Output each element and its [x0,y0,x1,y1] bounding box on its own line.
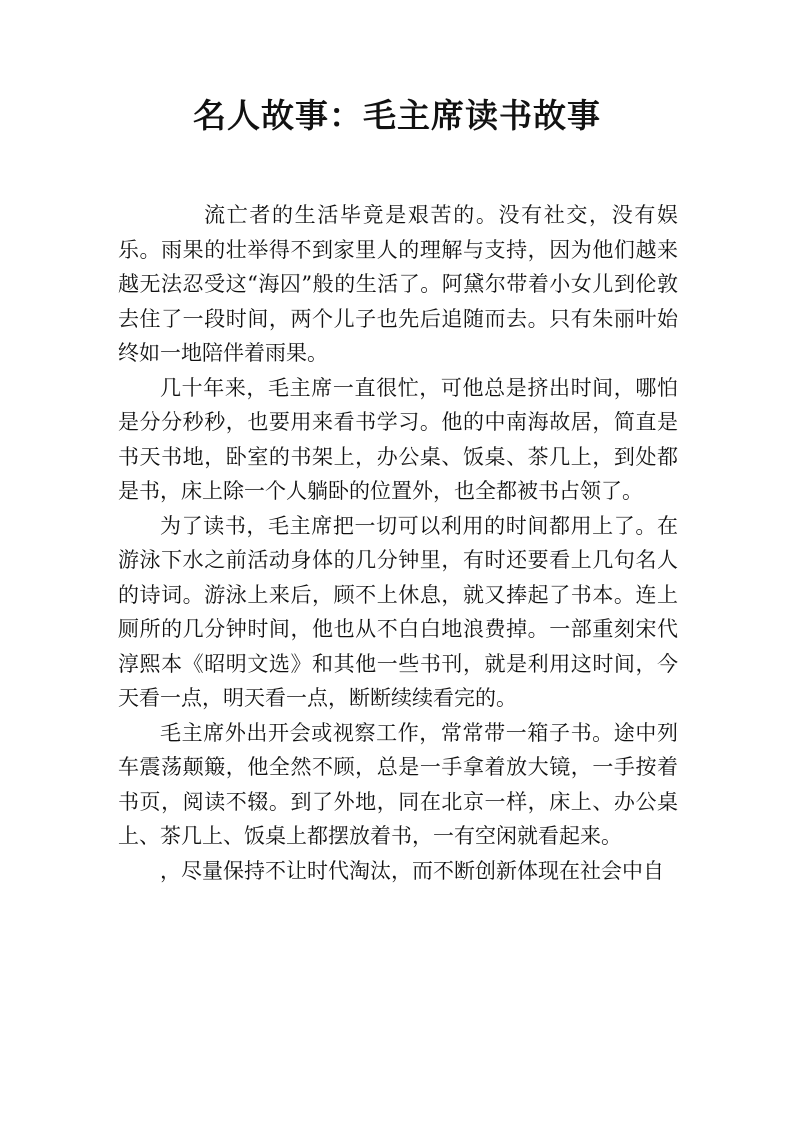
paragraph: 流亡者的生活毕竟是艰苦的。没有社交，没有娱乐。雨果的壮举得不到家里人的理解与支持，因为他们越来越无法忍受这“海囚”般的生活了。阿黛尔带着小女儿到伦敦去住了一段时间，两个儿子也先后追随而去。只有朱丽叶始终如一地陪伴着雨果。 [118,203,678,365]
document-body [118,198,678,888]
paragraph: ，尽量保持不让时代淘汰，而不断创新体现在社会中自 [160,858,664,883]
paragraph: 几十年来，毛主席一直很忙，可他总是挤出时间，哪怕是分分秒秒，也要用来看书学习。他的中南海故居，简直是书天书地，卧室的书架上，办公桌、饭桌、茶几上，到处都是书，床上除一个人躺卧的位置外，也全都被书占领了。 [118,375,678,503]
document-title: 名人故事：毛主席读书故事 [193,96,601,135]
paragraph: 毛主席外出开会或视察工作，常常带一箱子书。途中列车震荡颠簸，他全然不顾，总是一手拿着放大镜，一手按着书页，阅读不辍。到了外地，同在北京一样，床上、办公桌上、茶几上、饭桌上都摆放着书，一有空闲就看起来。 [118,720,678,848]
paragraph: 为了读书，毛主席把一切可以利用的时间都用上了。在游泳下水之前活动身体的几分钟里，有时还要看上几句名人的诗词。游泳上来后，顾不上休息，就又捧起了书本。连上厕所的几分钟时间，他也从不白白地浪费掉。一部重刻宋代淳熙本《昭明文选》和其他一些书刊，就是利用这时间，今天看一点，明天看一点，断断续续看完的。 [118,513,678,710]
